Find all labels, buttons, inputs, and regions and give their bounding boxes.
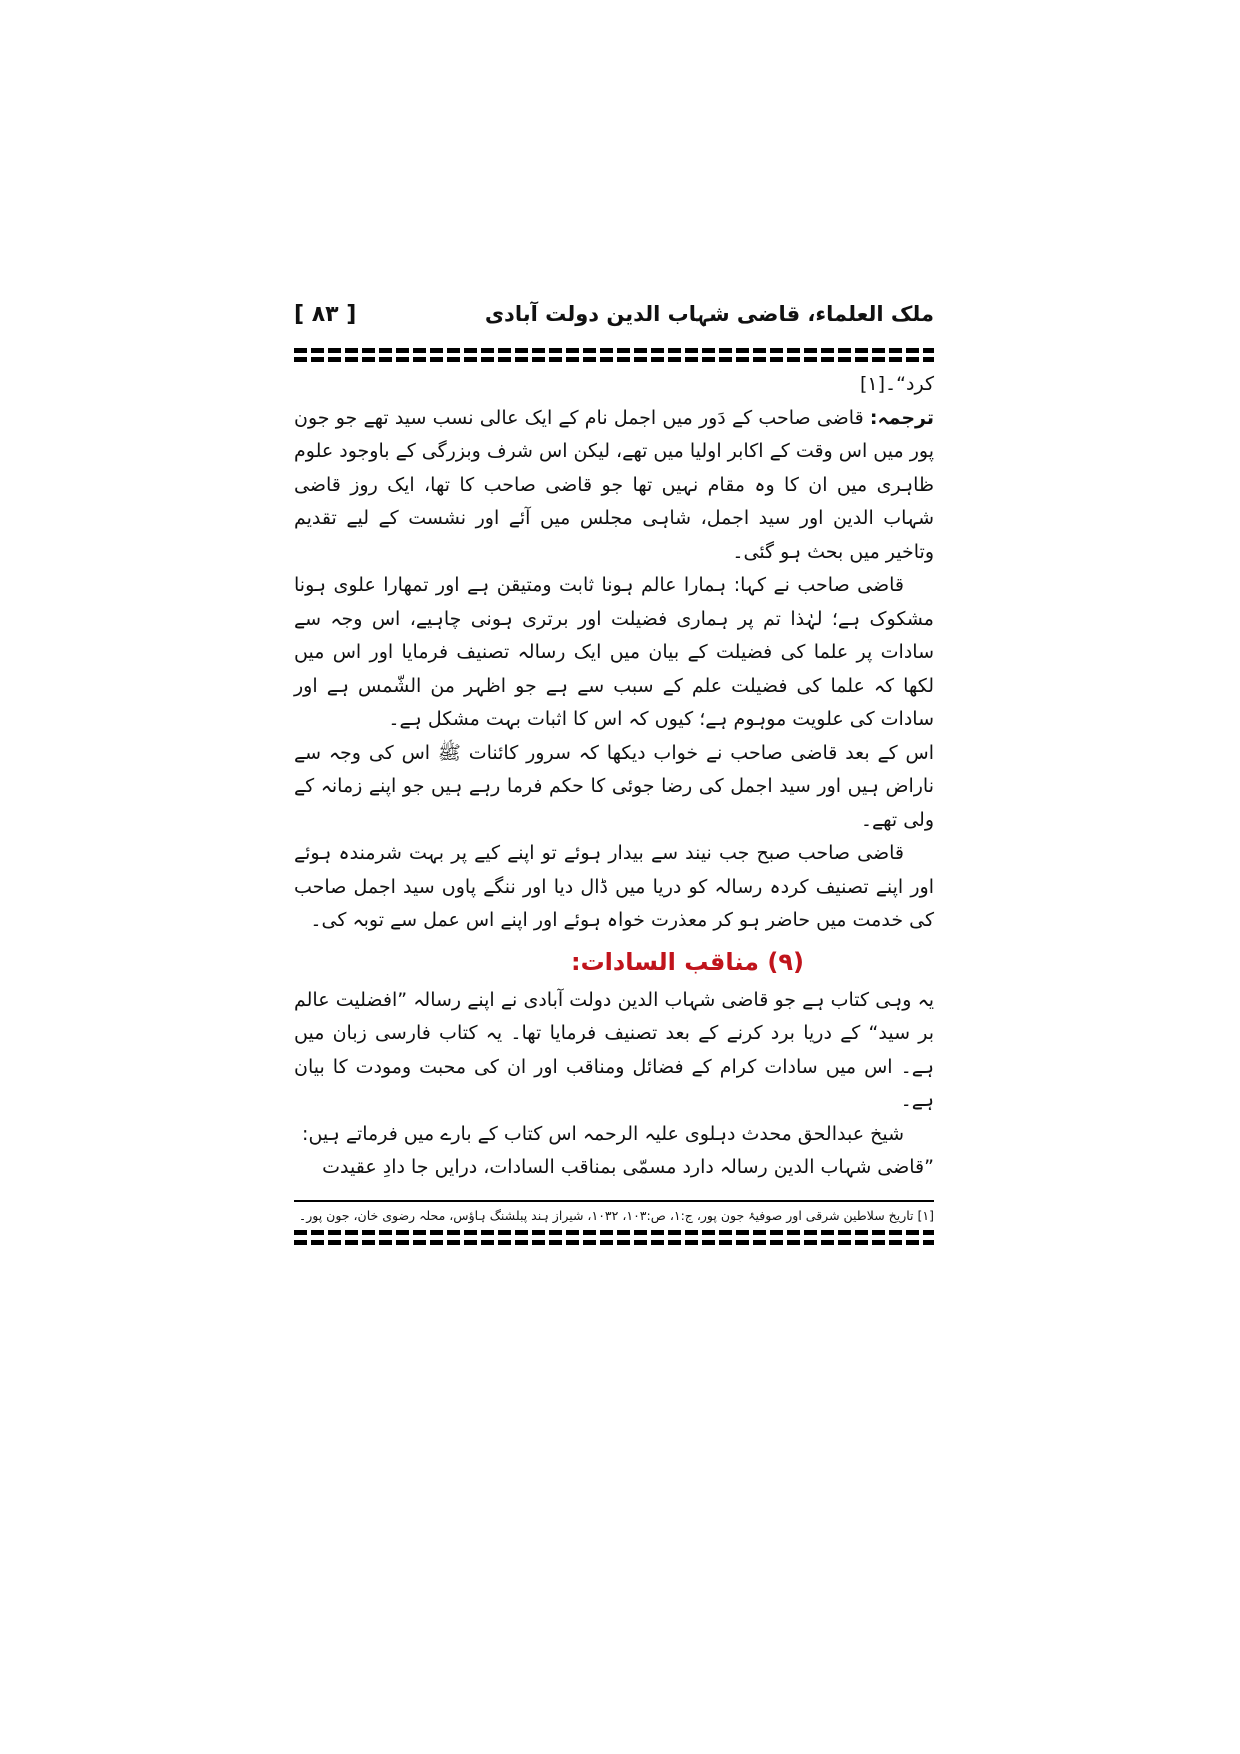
footnote-separator <box>294 1200 934 1202</box>
running-header-title: ملک العلماء، قاضی شہاب الدین دولت آبادی <box>484 302 934 326</box>
paragraph-translation <box>294 402 934 570</box>
section-heading: (۹) مناقب السادات: <box>570 947 804 976</box>
translation-text: قاضی صاحب کے دَور میں اجمل نام کے ایک عالی نسب سید تھے جو جون پور میں اس وقت کے اکابر اولیا میں تھے، لیکن اس شرف وبزرگی کے باوجود علوم ظاہری میں ان کا وہ مقام نہیں تھا جو قاضی صاحب کا تھا، ایک روز قاضی شہاب الدین اور سید اجمل، شاہی مجلس میں آئے اور نشست کے لیے تقدیم وتاخیر میں بحث ہو گئی۔ <box>294 406 934 563</box>
paragraph-shaikh-quote-intro: شیخ عبدالحق محدث دہلوی علیہ الرحمہ اس کتاب کے بارے میں فرماتے ہیں: <box>302 1122 904 1145</box>
footer-dashed-rule-upper <box>294 1230 934 1235</box>
main-text <box>294 368 934 1185</box>
paragraph-dream: اس کے بعد قاضی صاحب نے خواب دیکھا کہ سرور کائنات ﷺ اس کی وجہ سے ناراض ہیں اور سید اجمل کی رضا جوئی کا حکم فرما رہے ہیں جو اپنے زمانہ کے ولی تھے۔ <box>294 741 934 831</box>
book-page <box>294 300 934 1230</box>
running-header <box>294 300 934 344</box>
paragraph-quote-ending: کرد“۔[۱] <box>859 373 934 395</box>
header-dashed-rule-upper <box>294 348 934 353</box>
header-dashed-rule-lower <box>294 357 934 362</box>
paragraph-persian-quote: ”قاضی شہاب الدین رسالہ دارد مسمّی بمناقب السادات، درایں جا دادِ عقیدت <box>322 1156 934 1178</box>
footer-dashed-rule-lower <box>294 1240 934 1245</box>
paragraph-qazi-statement: قاضی صاحب نے کہا: ہمارا عالم ہونا ثابت ومتیقن ہے اور تمھارا علوی ہونا مشکوک ہے؛ لہٰذا تم پر ہماری فضیلت اور برتری ہونی چاہیے، اس وجہ سے سادات پر علما کی فضیلت کے بیان میں ایک رسالہ تصنیف فرمایا اور اس میں لکھا کہ علما کی فضیلت علم کے سبب سے ہے جو اظہر من الشّمس ہے اور سادات کی علویت موہوم ہے؛ کیوں کہ اس کا اثبات بہت مشکل ہے۔ <box>294 574 934 730</box>
footnote: [۱] تاریخ سلاطین شرقی اور صوفیۂ جون پور، ج:۱، ص:۱۰۳، ۱۰۳۲، شیراز ہند پبلشنگ ہاؤس، محلہ رضوی خان، جون پور۔ <box>298 1208 934 1223</box>
translation-label: ترجمہ: <box>869 406 934 429</box>
paragraph-book-description: یہ وہی کتاب ہے جو قاضی شہاب الدین دولت آبادی نے اپنے رسالہ ”افضلیت عالم بر سید“ کے دریا برد کرنے کے بعد تصنیف فرمایا تھا۔ یہ کتاب فارسی زبان میں ہے۔ اس میں سادات کرام کے فضائل ومناقب اور ان کی محبت ومودت کا بیان ہے۔ <box>294 988 934 1111</box>
page-number: [ ۸۳ ] <box>294 302 357 327</box>
paragraph-repentance: قاضی صاحب صبح جب نیند سے بیدار ہوئے تو اپنے کیے پر بہت شرمندہ ہوئے اور اپنے تصنیف کردہ رسالہ کو دریا میں ڈال دیا اور ننگے پاوں سید اجمل صاحب کی خدمت میں حاضر ہو کر معذرت خواہ ہوئے اور اپنے اس عمل سے توبہ کی۔ <box>294 842 934 931</box>
